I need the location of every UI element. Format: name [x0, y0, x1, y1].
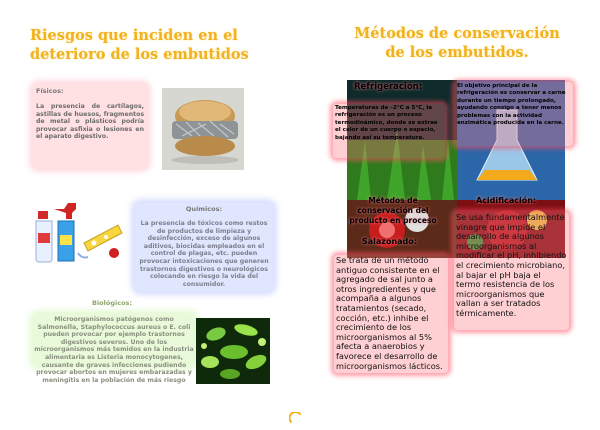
fisicos-text: La presencia de cartílagos, astillas de huesos, fragmentos de metal o plásticos podría provocar asfixia o lesiones en el aparato digestivo. — [36, 103, 144, 141]
biologicos-text: Microorganismos patógenos como Salmonella, Staphylococcus aureus o E. coli pueden provocar por ejemplo trastornos digestivos severos. Uno de los microorganismos más temidos en la industria alimentaria es Listeria monocytogenes, causante de graves infecciones pudiendo provocar abortos en mujeres embarazadas y meningitis en la población de más riesgo — [34, 316, 194, 384]
quimicos-image — [32, 195, 124, 277]
metodos-heading: Métodos de conservación del producto en proceso — [349, 196, 437, 225]
objetivo-text: El objetivo principal de la refrigeración es conservar a carne durante un tiempo prolongado, ayudando consigo a tener menos problemas con la actividad enzimática producida en la carne. — [457, 83, 566, 127]
loading-spinner-icon — [289, 411, 303, 425]
refrigeracion-text: Temperaturas de –2°C a 5°C, la refrigeración es un proceso termodinámico, donde se extrae el calor de un cuerpo o espacio, bajando así su temperatura. — [335, 105, 438, 141]
salazonado-heading: Salazonado: — [362, 237, 417, 246]
quimicos-box — [135, 203, 273, 291]
salazonado-box — [334, 255, 448, 373]
right-title: Métodos de conservación de los embutidos. — [354, 25, 560, 61]
refrigeracion-heading: Refrigeración: — [354, 82, 423, 92]
fisicos-image — [162, 88, 244, 170]
biologicos-box — [33, 314, 195, 384]
cleaning-products-image — [32, 195, 124, 277]
quimicos-text: La presencia de tóxicos como restos de productos de limpieza y desinfección, exceso de algunos aditivos, biocidas empleados en el control de plagas, etc. pueden provocar intoxicaciones que generen trastornos digestivos o neurológicos colocando en riesgo la vida del consumidor. — [139, 220, 269, 288]
salazonado-text: Se trata de un método antiguo consistente en el agregado de sal junto a otros ingredientes y que acompaña a algunos tratamientos (secado, cocción, etc.) inhibe el crecimiento de los microorganismos al 5% afecta a anaerobios y favorece el desarrollo de microorganismos lácticos. — [336, 255, 443, 371]
refrigeracion-box — [333, 104, 445, 158]
biologicos-heading: Biológicos: — [92, 299, 133, 307]
left-title: Riesgos que inciden en el deterioro de los embutidos — [30, 27, 249, 63]
biologicos-image — [196, 318, 270, 384]
fisicos-heading: Físicos: — [36, 87, 64, 95]
quimicos-heading: Químicos: — [185, 205, 223, 213]
acidificacion-heading: Acidificación: — [476, 196, 537, 205]
acidificacion-text: Se usa fundamentalmente vinagre que impide el desarrollo de algunos microorganismos al modificar el pH, inhibiendo el crecimiento microbiano, al bajar el pH baja el termo resistencia de los microorganismos que vallan a ser tratados térmicamente. — [456, 212, 567, 318]
bacteria-image — [196, 318, 270, 384]
burger-nails-image — [162, 88, 244, 170]
acidificacion-box — [454, 212, 569, 330]
objetivo-box — [455, 82, 573, 146]
fisicos-box — [33, 84, 147, 168]
